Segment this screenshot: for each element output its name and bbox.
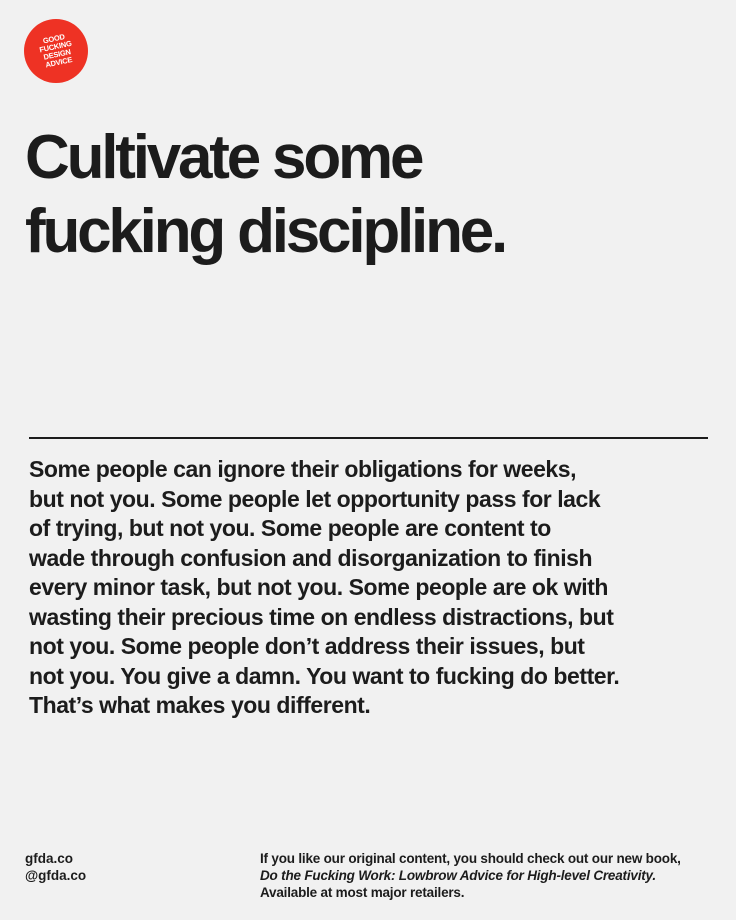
body-text	[29, 455, 719, 721]
promo-line: If you like our original content, you should check out our new book,	[260, 851, 681, 866]
social-handle[interactable]: @gfda.co	[25, 868, 87, 883]
body-line: wade through confusion and disorganization to finish	[29, 544, 593, 571]
footer-contact	[25, 850, 86, 884]
headline-line-1: Cultivate some	[25, 123, 422, 192]
body-line: That’s what makes you different.	[29, 692, 371, 718]
body-line: not you. Some people don’t address their issues, but	[29, 633, 585, 659]
body-line: of trying, but not you. Some people are content to	[29, 515, 551, 541]
website-link[interactable]: gfda.co	[25, 851, 74, 866]
brand-logo-text: GOOD FUCKING DESIGN ADVICE	[38, 32, 73, 70]
body-line: Some people can ignore their obligations for weeks,	[29, 456, 577, 482]
body-line: not you. You give a damn. You want to fucking do better.	[29, 662, 620, 689]
headline-line-2: fucking discipline.	[25, 197, 506, 266]
brand-logo	[24, 19, 88, 83]
footer-promo	[260, 850, 720, 901]
headline	[25, 121, 715, 269]
divider	[29, 437, 708, 439]
body-line: every minor task, but not you. Some people are ok with	[29, 574, 608, 600]
body-line: wasting their precious time on endless distractions, but	[29, 603, 614, 630]
body-line: but not you. Some people let opportunity pass for lack	[29, 485, 601, 512]
book-title: Do the Fucking Work: Lowbrow Advice for High-level Creativity.	[260, 868, 656, 883]
promo-line: Available at most major retailers.	[260, 885, 465, 900]
